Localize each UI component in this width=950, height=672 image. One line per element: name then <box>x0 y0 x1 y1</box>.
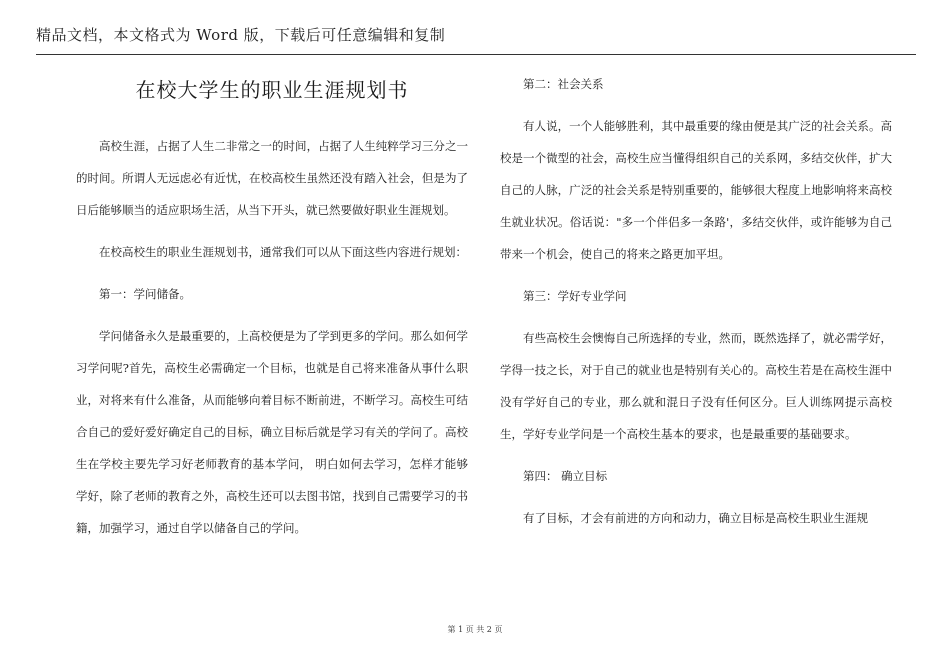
header-divider <box>36 54 916 55</box>
section-heading: 第二：社会关系 <box>523 77 604 91</box>
section-heading: 第三：学好专业学问 <box>523 289 627 303</box>
body-paragraph: 在校高校生的职业生涯规划书，通常我们可以从下面这些内容进行规划： <box>99 245 467 259</box>
body-paragraph: 高校生涯，占据了人生二非常之一的时间，占据了人生纯粹学习三分之一的时间。所谓人无远虑必有近忧，在校高校生虽然还没有踏入社会，但是为了日后能够顺当的适应职场生活，从当下开头，就已然要做好职业生涯规划。 <box>76 139 468 217</box>
header-banner: 精品文档，本文格式为 Word 版，下载后可任意编辑和复制 <box>36 26 446 44</box>
section-heading: 第一：学问储备。 <box>99 287 191 301</box>
left-column-body <box>76 130 468 544</box>
body-paragraph: 有了目标，才会有前进的方向和动力，确立目标是高校生职业生涯规 <box>523 511 868 525</box>
section-heading: 第四： 确立目标 <box>523 469 608 483</box>
right-column-body <box>500 68 892 534</box>
left-column <box>76 62 468 554</box>
body-paragraph: 有人说，一个人能够胜利，其中最重要的缘由便是其广泛的社会关系。高校是一个微型的社会，高校生应当懂得组织自己的关系网，多结交伙伴，扩大自己的人脉，广泛的社会关系是特别重要的，能够很大程度上地影响将来高校生就业状况。俗话说："多一个伴侣多一条路'，多结交伙伴，或许能够为自己带来一个机会，使自己的将来之路更加平坦。 <box>500 119 892 261</box>
document-title: 在校大学生的职业生涯规划书 <box>135 78 409 102</box>
page-number: 第 1 页 共 2 页 <box>447 625 503 634</box>
right-column <box>500 62 892 544</box>
body-paragraph: 学问储备永久是最重要的，上高校便是为了学到更多的学问。那么如何学习学问呢?首先，高校生必需确定一个目标，也就是自己将来准备从事什么职业，对将来有什么准备，从而能够向着目标不断前进，不断学习。高校生可结合自己的爱好爱好确定自己的目标，确立目标后就是学习有关的学问了。高校生在学校主要先学习好老师教育的基本学问， 明白如何去学习，怎样才能够学好，除了老师的教育之外，高校生还可以去图书馆，找到自己需要学习的书籍，加强学习，通过自学以储备自己的学问。 <box>76 329 468 535</box>
body-paragraph: 有些高校生会懊悔自己所选择的专业，然而，既然选择了，就必需学好，学得一技之长，对于自己的就业也是特别有关心的。高校生若是在高校生涯中没有学好自己的专业，那么就和混日子没有任何区分。巨人训练网提示高校生，学好专业学问是一个高校生基本的要求，也是最重要的基础要求。 <box>500 331 892 441</box>
